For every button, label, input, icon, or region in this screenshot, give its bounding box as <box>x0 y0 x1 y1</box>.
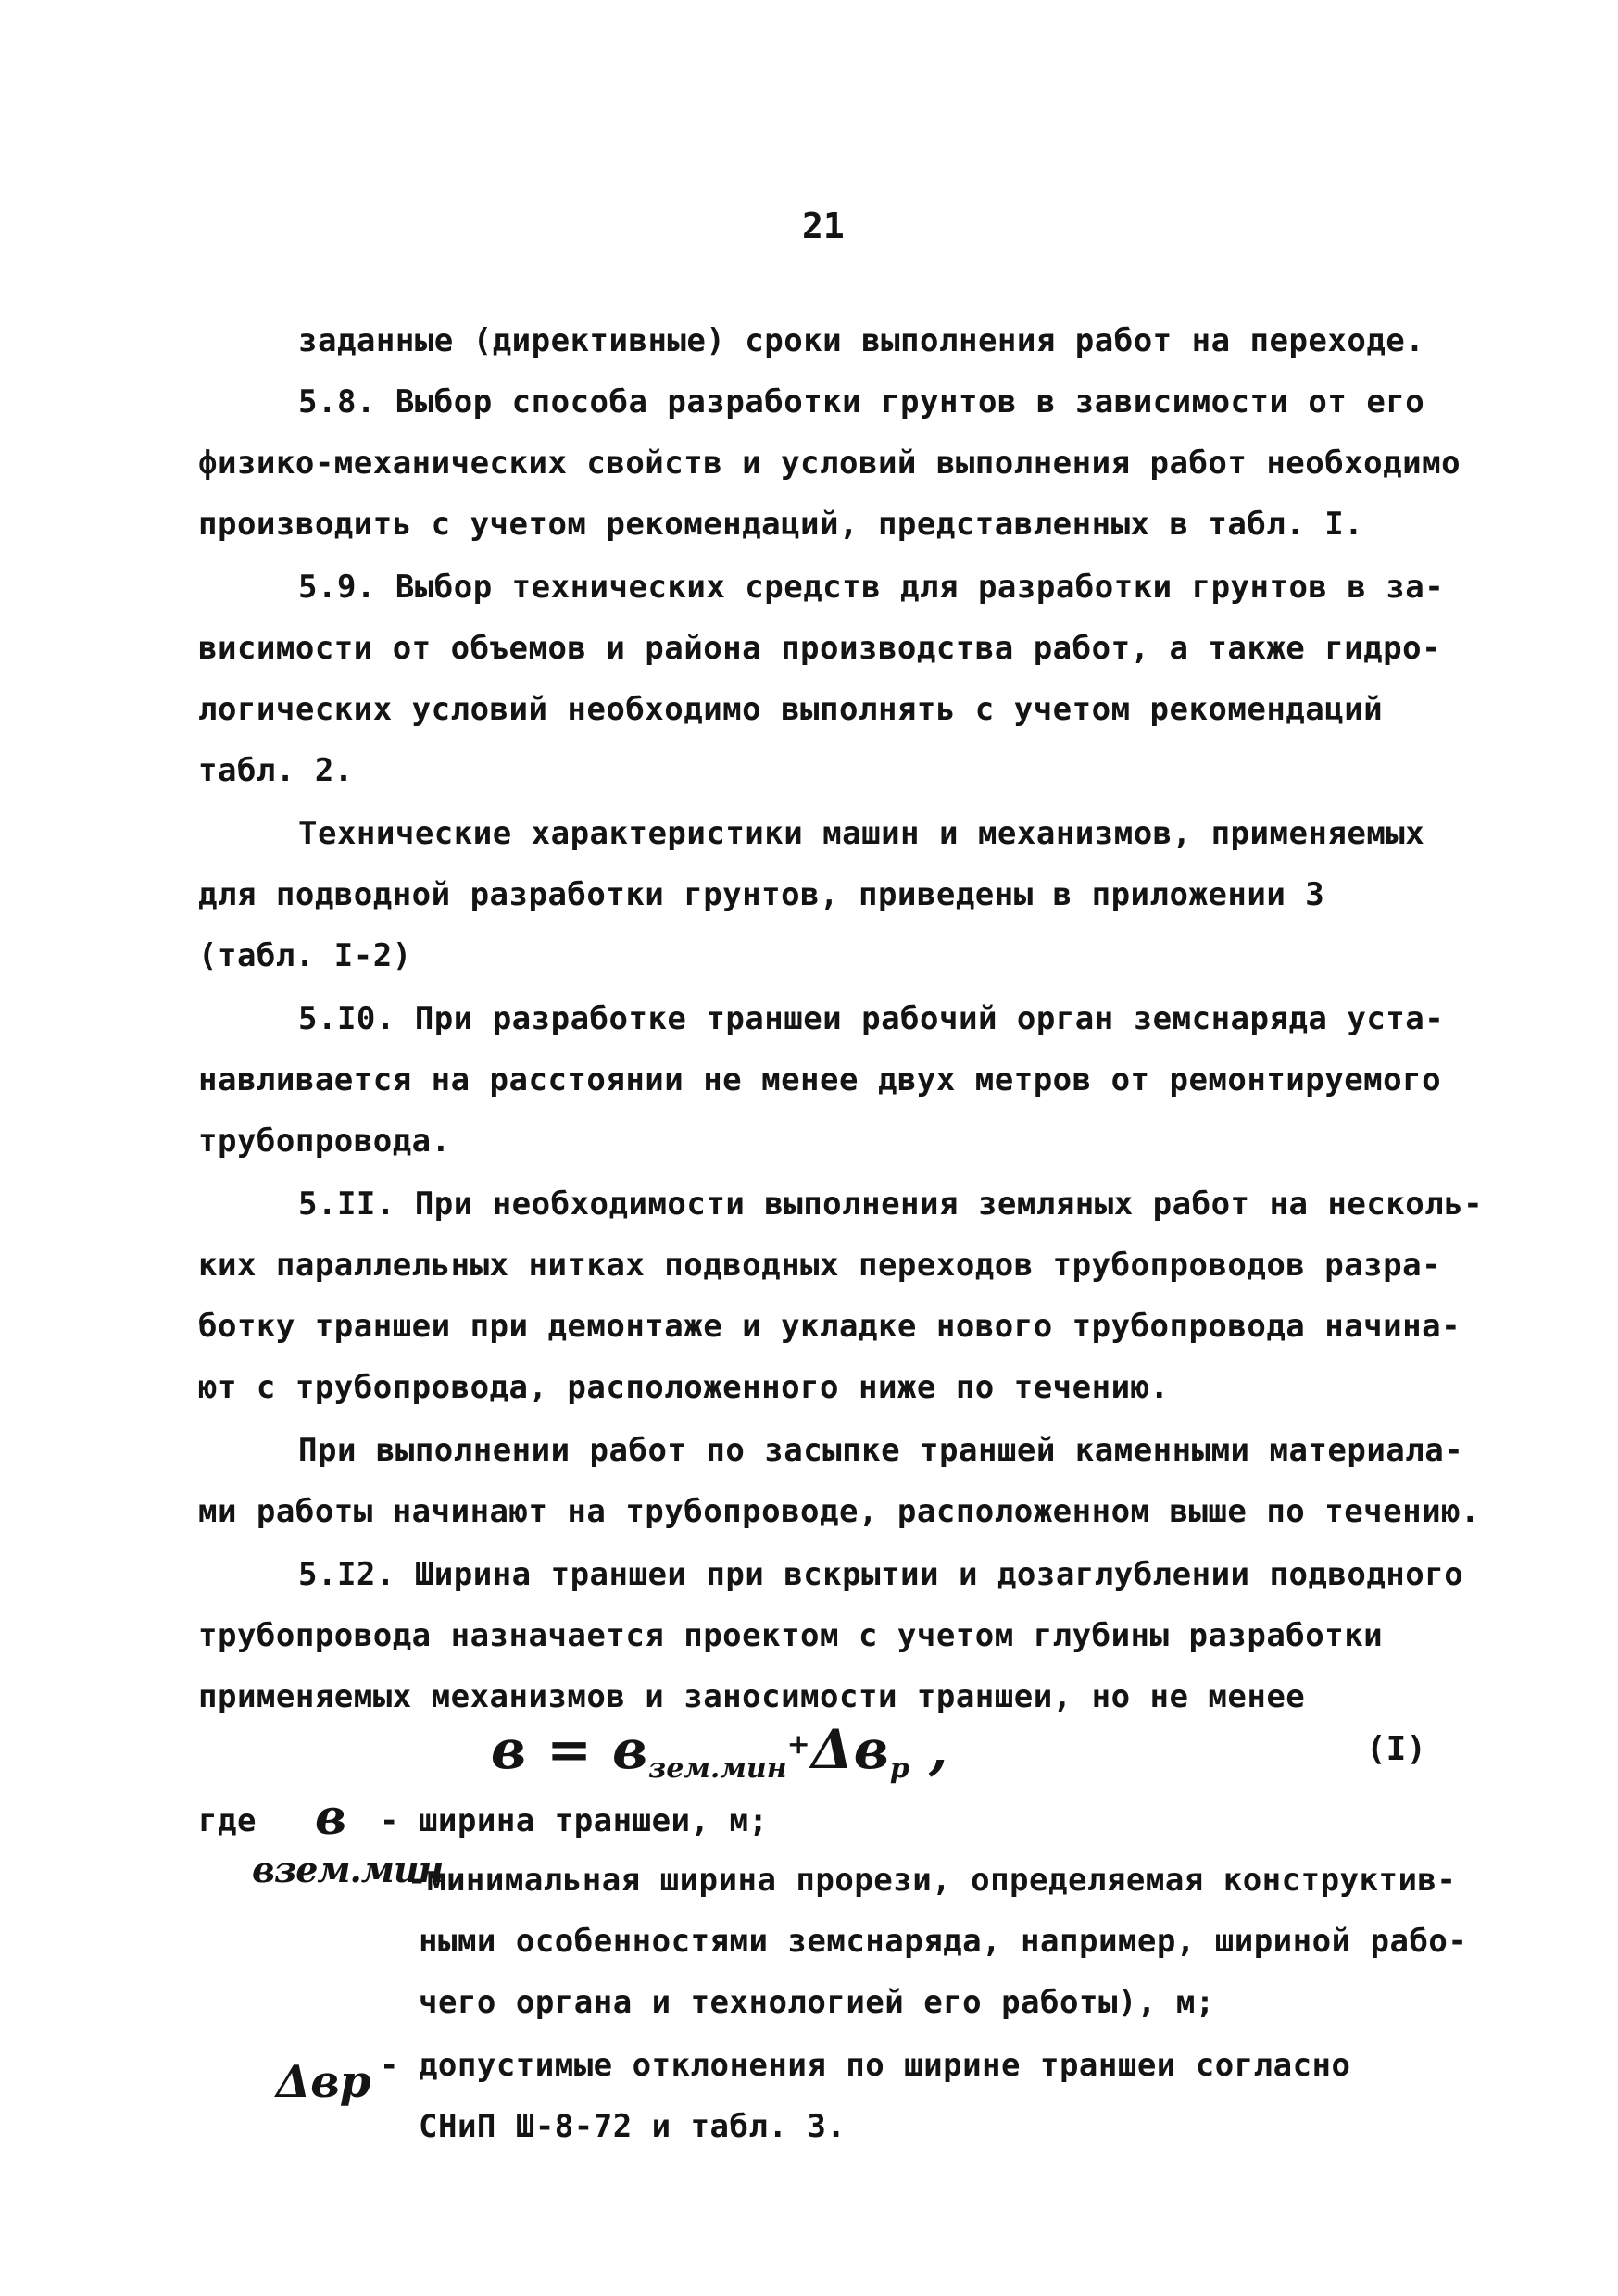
text-line: 5.I0. При разработке траншеи рабочий орган земснаряда уста- <box>298 1000 1445 1037</box>
text-line: трубопровода назначается проектом с учетом глубины разработки <box>198 1617 1384 1654</box>
text-line: заданные (директивные) сроки выполнения работ на переходе. <box>298 322 1425 359</box>
definition-text: -минимальная ширина прорези, определяемая конструктив- <box>408 1862 1457 1899</box>
formula-eq: = <box>527 1718 613 1781</box>
definition-text: чего органа и технологией его работы), м; <box>419 1984 1215 2021</box>
formula-lhs: в <box>491 1718 528 1781</box>
text-line: логических условий необходимо выполнять с учетом рекомендаций <box>198 691 1384 728</box>
text-line: ботку траншеи при демонтаже и укладке нового трубопровода начина- <box>198 1308 1461 1345</box>
definition-text: ными особенностями земснаряда, например, шириной рабо- <box>419 1923 1468 1960</box>
definition-text: СНиП Ш-8-72 и табл. 3. <box>419 2108 847 2145</box>
text-line: трубопровода. <box>198 1123 451 1160</box>
definition-text: - допустимые отклонения по ширине траншеи согласно <box>380 2047 1351 2084</box>
definition-prefix: где <box>198 1802 257 1839</box>
text-line: 5.8. Выбор способа разработки грунтов в зависимости от его <box>298 383 1425 420</box>
text-line: навливается на расстоянии не менее двух метров от ремонтируемого <box>198 1061 1442 1098</box>
definition-symbol: в <box>315 1789 347 1846</box>
text-line: ких параллельных нитках подводных переходов трубопроводов разра- <box>198 1247 1442 1284</box>
text-line: ми работы начинают на трубопроводе, расположенном выше по течению. <box>198 1493 1481 1530</box>
formula <box>491 1718 948 1785</box>
text-line: для подводной разработки грунтов, приведены в приложении 3 <box>198 876 1325 913</box>
formula-b-sub: зем.мин <box>648 1752 787 1785</box>
text-line: Технические характеристики машин и механизмов, применяемых <box>298 815 1425 852</box>
formula-delta-sub: р <box>889 1752 909 1785</box>
definition-symbol: взем.мин <box>252 1849 444 1890</box>
formula-b-main: в <box>612 1718 649 1781</box>
text-line: производить с учетом рекомендаций, представленных в табл. I. <box>198 506 1364 543</box>
text-line: применяемых механизмов и заносимости траншеи, но не менее <box>198 1678 1306 1715</box>
text-line: табл. 2. <box>198 752 354 789</box>
text-line: физико-механических свойств и условий выполнения работ необходимо <box>198 445 1461 482</box>
definition-text: - ширина траншеи, м; <box>380 1802 769 1839</box>
page-number: 21 <box>802 206 845 246</box>
text-line: ют с трубопровода, расположенного ниже по течению. <box>198 1369 1170 1406</box>
formula-delta: Δв <box>810 1718 890 1781</box>
text-line: При выполнении работ по засыпке траншей каменными материала- <box>298 1432 1464 1469</box>
text-line: 5.II. При необходимости выполнения земляных работ на несколь- <box>298 1186 1484 1223</box>
text-line: 5.I2. Ширина траншеи при вскрытии и дозаглублении подводного <box>298 1556 1464 1593</box>
formula-plus: + <box>786 1728 811 1761</box>
definition-symbol: Δвр <box>276 2056 371 2108</box>
formula-number: (I) <box>1366 1730 1427 1768</box>
text-line: (табл. I-2) <box>198 937 412 974</box>
text-line: висимости от объемов и района производства работ, а также гидро- <box>198 630 1442 667</box>
text-line: 5.9. Выбор технических средств для разработки грунтов в за- <box>298 569 1445 606</box>
formula-tail: , <box>909 1718 949 1781</box>
